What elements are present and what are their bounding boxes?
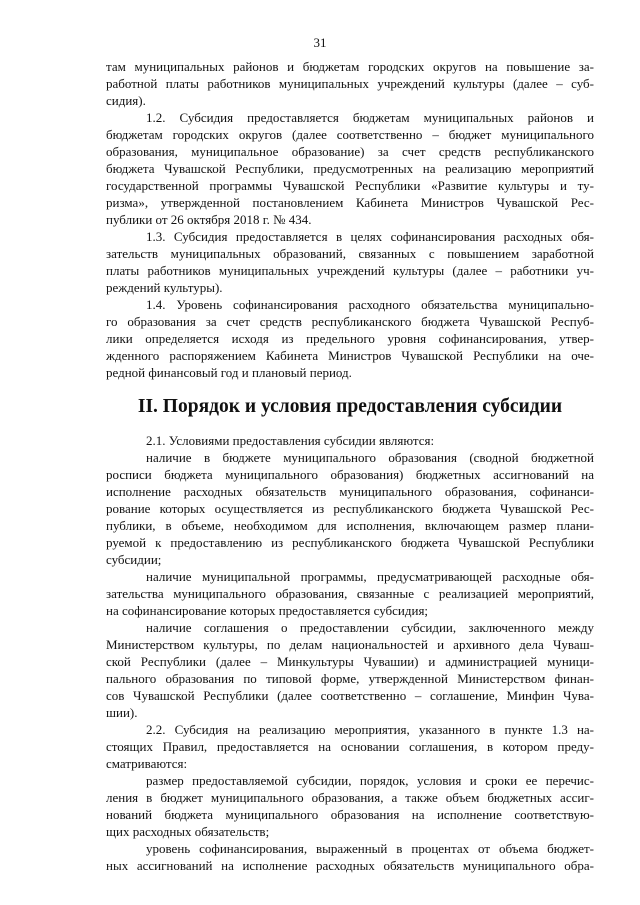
text-line: реждений культуры). (106, 280, 223, 295)
text-line: зательств муниципальных образований, связанных с повышением заработной (106, 246, 594, 261)
text-line: размер предоставляемой субсидии, порядок, условия и сроки ее перечис- (146, 773, 594, 788)
text-line: 2.1. Условиями предоставления субсидии являются: (146, 433, 435, 448)
text-line: публики, в объеме, необходимом для исполнения, включающем размер плани- (106, 518, 594, 533)
text-line: 2.2. Субсидия на реализацию мероприятия, указанного в пункте 1.3 на- (146, 722, 594, 737)
section-one-text (106, 58, 594, 381)
text-line: образования, муниципальное образование) за счет средств республиканского (106, 144, 594, 159)
text-line: работной платы работников муниципальных учреждений культуры (далее – суб- (106, 76, 594, 91)
text-line: лики определяется исходя из предельного уровня софинансирования, утвер- (106, 331, 594, 346)
paragraph-intro-cont (106, 58, 594, 109)
text-line: платы работников муниципальных учреждений культуры (далее – работники уч- (106, 263, 594, 278)
text-line: бюджетам городских округов (далее соответственно – бюджет муниципального (106, 127, 594, 142)
paragraph-p2-1-b (106, 568, 594, 619)
text-line: наличие в бюджете муниципального образования (сводной бюджетной (146, 450, 594, 465)
text-line: пального образования по типовой форме, утвержденной Министерством финан- (106, 671, 594, 686)
text-line: ных ассигнований на исполнение расходных обязательств муниципального обра- (106, 858, 594, 873)
text-line: ления в бюджет муниципального образования, а также объем бюджетных ассиг- (106, 790, 594, 805)
text-line: субсидии; (106, 552, 162, 567)
section-heading: II. Порядок и условия предоставления субсидии (137, 396, 563, 417)
document-body (106, 58, 594, 874)
text-line: наличие соглашения о предоставлении субсидии, заключенного между (146, 620, 594, 635)
paragraph-p2-2-a (106, 772, 594, 840)
text-line: щих расходных обязательств; (106, 824, 270, 839)
spacer (106, 415, 594, 432)
paragraph-p1-4 (106, 296, 594, 381)
text-line: нований бюджета муниципального образования на исполнение соответствую- (106, 807, 594, 822)
text-line: уровень софинансирования, выраженный в процентах от объема бюджет- (146, 841, 594, 856)
text-line: жденного распоряжением Кабинета Министров Чувашской Республики на оче- (106, 348, 594, 363)
text-line: стоящих Правил, предоставляется на основании соглашения, в котором преду- (106, 739, 594, 754)
paragraph-p1-2 (106, 109, 594, 228)
text-line: ской Республики (далее – Минкультуры Чувашии) и администрацией муници- (106, 654, 594, 669)
paragraph-p2-1-a (106, 449, 594, 568)
text-line: там муниципальных районов и бюджетам городских округов на повышение за- (106, 59, 594, 74)
text-line: сидия). (106, 93, 146, 108)
section-two-text (106, 432, 594, 874)
paragraph-p2-2 (106, 721, 594, 772)
text-line: рование которых осуществляется из республиканского бюджета Чувашской Рес- (106, 501, 594, 516)
text-line: ризма», утвержденной постановлением Кабинета Министров Чувашской Рес- (106, 195, 594, 210)
text-line: 1.4. Уровень софинансирования расходного обязательства муниципально- (146, 297, 594, 312)
text-line: шии). (106, 705, 138, 720)
text-line: зательства муниципального образования, связанные с реализацией мероприятий, (106, 586, 594, 601)
text-line: исполнение расходных обязательств муниципального образования, софинанси- (106, 484, 594, 499)
paragraph-p1-3 (106, 228, 594, 296)
text-line: сматриваются: (106, 756, 188, 771)
text-line: государственной программы Чувашской Республики «Развитие культуры и ту- (106, 178, 594, 193)
text-line: бюджета Чувашской Республики, предусмотренных на реализацию мероприятий (106, 161, 594, 176)
paragraph-p2-1 (106, 432, 594, 449)
paragraph-p2-2-b (106, 840, 594, 874)
text-line: 1.3. Субсидия предоставляется в целях софинансирования расходных обя- (146, 229, 594, 244)
text-line: сов Чувашской Республики (далее соответственно – соглашение, Минфин Чува- (106, 688, 594, 703)
text-line: Министерством культуры, по делам национальностей и архивного дела Чуваш- (106, 637, 594, 652)
text-line: росписи бюджета муниципального образования) бюджетных ассигнований на (106, 467, 594, 482)
text-line: го образования за счет средств республиканского бюджета Чувашской Респуб- (106, 314, 594, 329)
text-line: редной финансовый год и плановый период. (106, 365, 352, 380)
text-line: публики от 26 октября 2018 г. № 434. (106, 212, 312, 227)
text-line: наличие муниципальной программы, предусматривающей расходные обя- (146, 569, 594, 584)
paragraph-p2-1-c (106, 619, 594, 721)
text-line: 1.2. Субсидия предоставляется бюджетам муниципальных районов и (146, 110, 594, 125)
page-number: 31 (313, 35, 327, 50)
text-line: руемой к предоставлению из республиканского бюджета Чувашской Республики (106, 535, 594, 550)
text-line: на софинансирование которых предоставляется субсидия; (106, 603, 429, 618)
